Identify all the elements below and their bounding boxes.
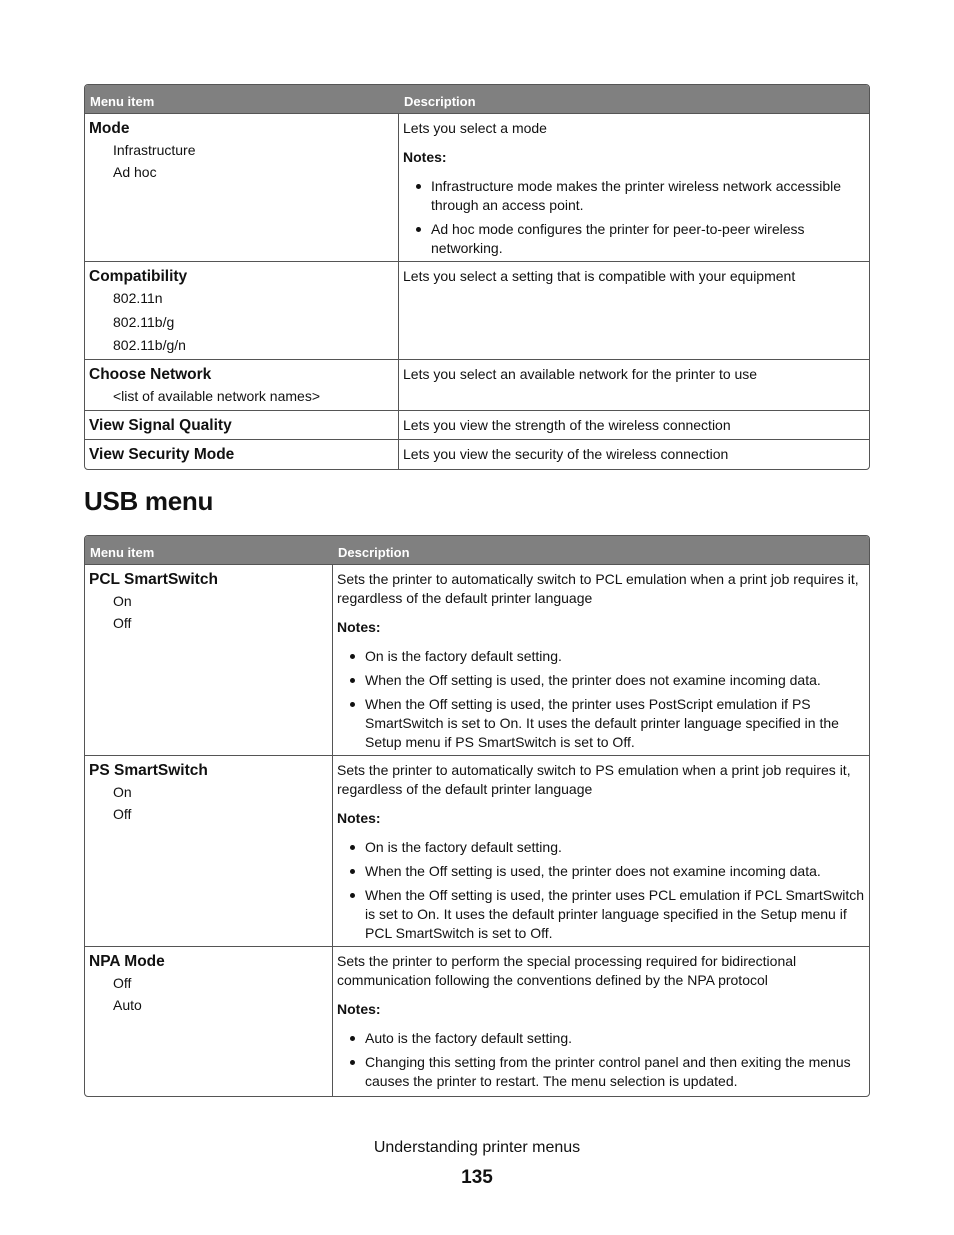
notes-list [403, 177, 865, 258]
menu-option: 802.11n [113, 290, 163, 306]
page-number: 135 [461, 1167, 493, 1188]
table-header [85, 536, 869, 565]
table-row-view-security-mode [85, 440, 869, 469]
notes-label: Notes: [337, 1001, 381, 1017]
description-text: Sets the printer to automatically switch to PS emulation when a print job requires it, regardless of the default printer language [337, 762, 851, 797]
description-text: Lets you select an available network for the printer to use [403, 366, 758, 382]
footer-chapter-title: Understanding printer menus [373, 1139, 581, 1156]
description-text: Lets you select a setting that is compatible with your equipment [403, 268, 796, 284]
menu-option: On [113, 593, 132, 609]
table-header [85, 85, 869, 114]
section-title: USB menu [84, 486, 214, 516]
column-header-description: Description [338, 545, 410, 560]
notes-label: Notes: [403, 149, 447, 165]
description-text: Lets you view the security of the wireless connection [403, 446, 729, 462]
menu-option: Off [113, 806, 132, 822]
menu-option: 802.11b/g/n [113, 337, 186, 353]
note-item: On is the factory default setting. [337, 838, 865, 857]
menu-option: 802.11b/g [113, 313, 175, 330]
note-item: Infrastructure mode makes the printer wireless network accessible through an access point. [403, 177, 865, 215]
menu-item-title: PCL SmartSwitch [89, 571, 218, 588]
note-item: When the Off setting is used, the printer uses PostScript emulation if PS SmartSwitch is set to On. It uses the default printer language specified in the Setup menu if PS SmartSwitch is set to Off. [337, 695, 865, 752]
menu-option: <list of available network names> [113, 388, 320, 404]
note-item: Auto is the factory default setting. [337, 1029, 865, 1048]
menu-item-title: View Signal Quality [89, 417, 232, 434]
menu-item-title: Choose Network [89, 366, 212, 383]
description-text: Sets the printer to perform the special processing required for bidirectional communication following the conventions defined by the NPA protocol [337, 953, 797, 988]
wireless-menu-table [84, 84, 870, 470]
table-row-view-signal-quality [85, 411, 869, 440]
notes-list [337, 838, 865, 943]
table-row-compatibility [85, 262, 869, 360]
note-item: When the Off setting is used, the printer does not examine incoming data. [337, 671, 865, 690]
column-header-description: Description [404, 94, 476, 109]
menu-option: Off [113, 975, 132, 991]
column-header-menu-item: Menu item [90, 94, 155, 109]
description-text: Lets you view the strength of the wireless connection [403, 417, 731, 433]
menu-option: Ad hoc [113, 164, 157, 180]
note-item: When the Off setting is used, the printer does not examine incoming data. [337, 862, 865, 881]
table-row-mode [85, 114, 869, 262]
notes-label: Notes: [337, 810, 381, 826]
menu-item-title: NPA Mode [89, 953, 165, 970]
table-row-npa-mode [85, 947, 869, 1096]
notes-label: Notes: [337, 619, 381, 635]
table-row-ps-smartswitch [85, 756, 869, 947]
description-text: Sets the printer to automatically switch to PCL emulation when a print job requires it, regardless of the default printer language [337, 571, 859, 606]
note-item: When the Off setting is used, the printer uses PCL emulation if PCL SmartSwitch is set to On. It uses the default printer language specified in the Setup menu if PCL SmartSwitch is set to Off. [337, 886, 865, 943]
menu-option: Auto [113, 997, 142, 1013]
note-item: Ad hoc mode configures the printer for peer-to-peer wireless networking. [403, 220, 865, 258]
notes-list [337, 647, 865, 752]
menu-option: Off [113, 615, 132, 631]
table-row-choose-network [85, 360, 869, 411]
note-item: On is the factory default setting. [337, 647, 865, 666]
description-text: Lets you select a mode [403, 120, 547, 136]
menu-item-title: Compatibility [89, 268, 188, 285]
menu-option: On [113, 784, 132, 800]
menu-item-title: View Security Mode [89, 446, 235, 463]
notes-list [337, 1029, 865, 1091]
column-header-menu-item: Menu item [90, 545, 155, 560]
menu-item-title: PS SmartSwitch [89, 762, 208, 779]
usb-menu-table [84, 535, 870, 1097]
menu-option: Infrastructure [113, 142, 196, 158]
menu-item-title: Mode [89, 120, 130, 137]
note-item: Changing this setting from the printer control panel and then exiting the menus causes the printer to restart. The menu selection is updated. [337, 1053, 865, 1091]
table-row-pcl-smartswitch [85, 565, 869, 756]
